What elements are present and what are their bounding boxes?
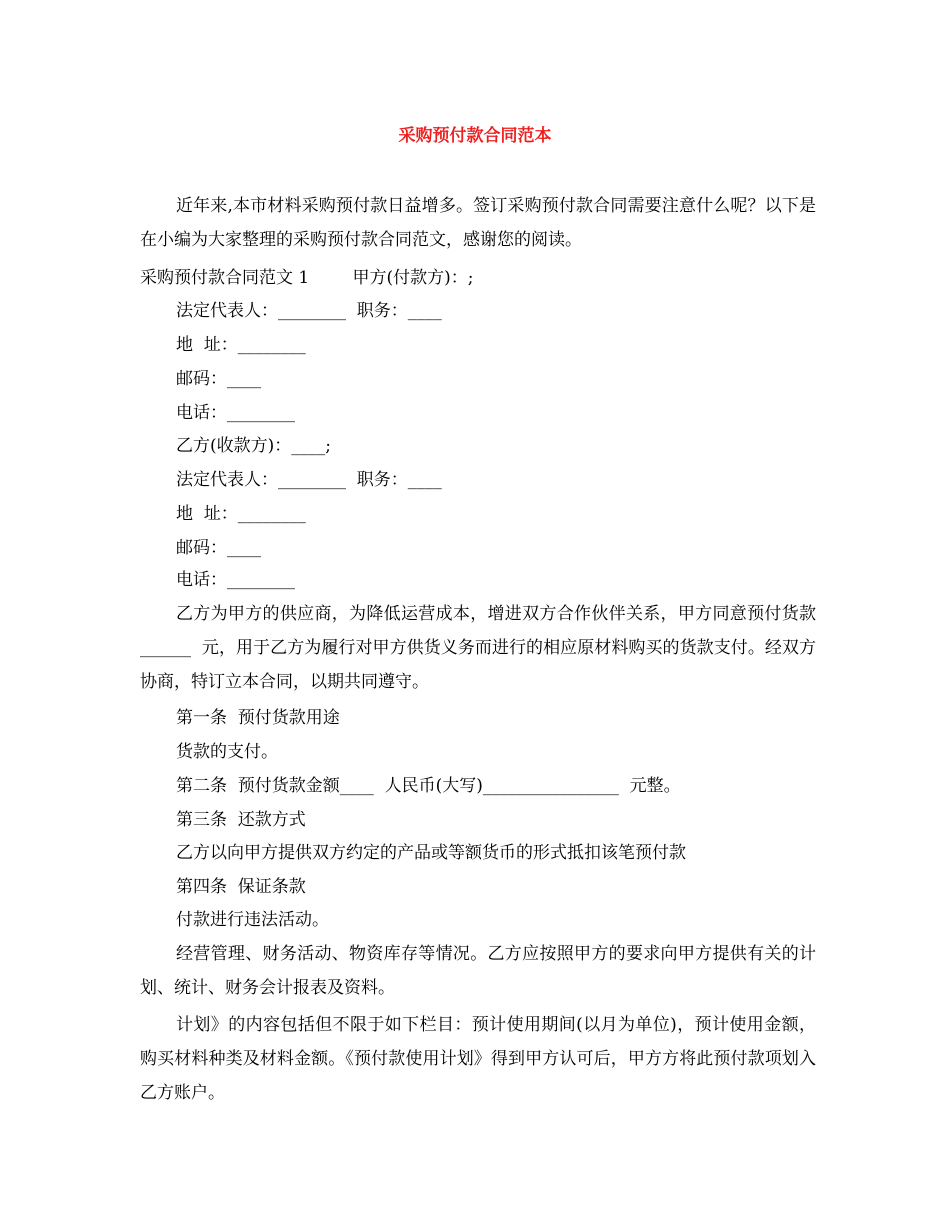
party-a-address: 地 址：________ <box>176 335 306 355</box>
party-b-address: 地 址：________ <box>176 504 306 524</box>
article-3-heading: 第三条 还款方式 <box>176 810 306 830</box>
management-paragraph: 经营管理、财务活动、物资库存等情况。乙方应按照甲方的要求向甲方提供有关的计划、统计、财务会计报表及资料。 <box>140 944 816 998</box>
article-1-body: 货款的支付。 <box>176 742 278 762</box>
party-b-phone: 电话：________ <box>176 570 295 590</box>
intro-paragraph: 近年来,本市材料采购预付款日益增多。签订采购预付款合同需要注意什么呢？以下是在小编为大家整理的采购预付款合同范文，感谢您的阅读。 <box>140 196 816 250</box>
party-b-heading: 乙方(收款方)：____; <box>176 436 331 456</box>
document-title: 采购预付款合同范本 <box>398 126 552 146</box>
article-2-line: 第二条 预付货款金额____ 人民币(大写)________________ 元整。 <box>176 776 681 796</box>
sample-heading: 采购预付款合同范文 1 甲方(付款方)：; <box>140 268 474 288</box>
party-a-phone: 电话：________ <box>176 403 295 423</box>
plan-paragraph: 计划》的内容包括但不限于如下栏目：预计使用期间(以月为单位)，预计使用金额，购买材料种类及材料金额。《预付款使用计划》得到甲方认可后，甲方方将此预付款项划入乙方账户。 <box>140 1015 816 1103</box>
party-b-postcode: 邮码：____ <box>176 538 261 558</box>
party-a-representative: 法定代表人：________ 职务：____ <box>176 301 442 321</box>
article-1-heading: 第一条 预付货款用途 <box>176 708 340 728</box>
article-4-body: 付款进行违法活动。 <box>176 910 329 930</box>
party-a-postcode: 邮码：____ <box>176 369 261 389</box>
party-b-representative: 法定代表人：________ 职务：____ <box>176 470 442 490</box>
article-3-body: 乙方以向甲方提供双方约定的产品或等额货币的形式抵扣该笔预付款 <box>176 843 686 863</box>
preamble-paragraph: 乙方为甲方的供应商，为降低运营成本，增进双方合作伙伴关系，甲方同意预付货款______ 元，用于乙方为履行对甲方供货义务而进行的相应原材料购买的货款支付。经双方协商，特订立本合同，以期共同遵守。 <box>140 604 816 692</box>
article-4-heading: 第四条 保证条款 <box>176 877 306 897</box>
